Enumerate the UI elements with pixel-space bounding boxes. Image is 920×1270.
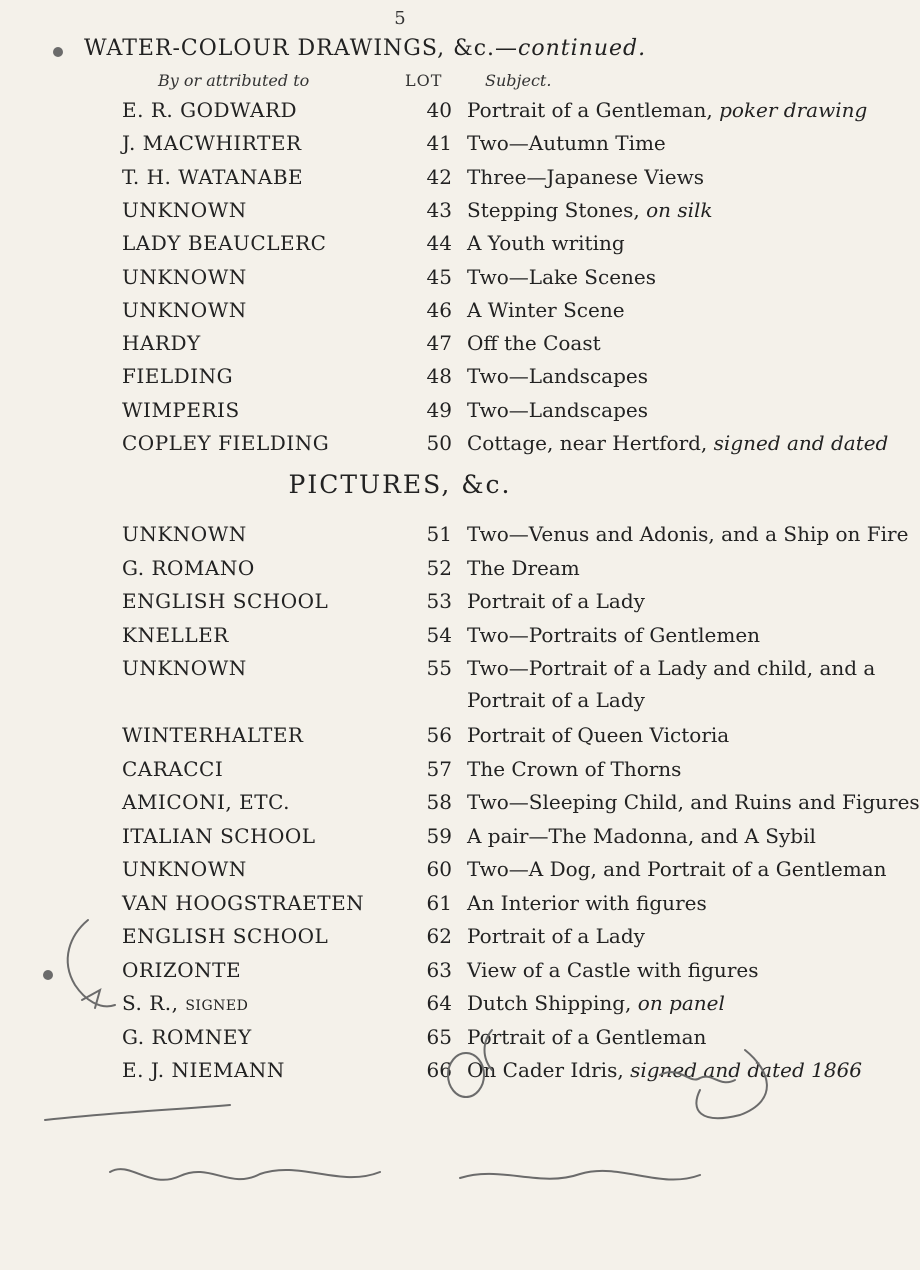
lot-artist: WIMPERIS	[122, 397, 240, 422]
lot-number: 44	[426, 231, 452, 256]
lot-number: 59	[426, 823, 452, 848]
lot-artist: ITALIAN SCHOOL	[122, 823, 316, 848]
page-number: 5	[394, 8, 406, 29]
lot-number: 66	[426, 1058, 452, 1082]
lot-subject-text: Portrait of a Gentleman,	[467, 98, 720, 122]
lot-number: 65	[426, 1024, 452, 1049]
lot-subject-text: Portrait of a Gentleman	[467, 1024, 707, 1049]
lot-number: 41	[426, 131, 452, 156]
lot-number: 52	[426, 555, 452, 580]
lot-subject-text: Dutch Shipping,	[467, 991, 638, 1015]
lot-subject-text: Off the Coast	[467, 331, 601, 356]
lot-subject-text: Two—Lake Scenes	[467, 264, 657, 289]
lot-artist: AMICONI, ETC.	[122, 790, 291, 814]
lot-subject-text: Three—Japanese Views	[467, 164, 705, 189]
lot-number: 45	[426, 264, 452, 289]
lot-artist: VAN HOOGSTRAETEN	[122, 890, 365, 915]
lot-number: 60	[426, 857, 452, 881]
lot-number: 48	[426, 364, 452, 389]
pencil-footer-scrawl	[110, 1169, 380, 1180]
lot-number: 62	[426, 924, 452, 948]
lot-number: 51	[426, 522, 452, 546]
lot-subject-text: Two—A Dog, and Portrait of a Gentleman	[467, 857, 887, 881]
lot-number: 42	[426, 164, 452, 189]
pencil-circle-lot-61	[448, 1053, 484, 1097]
lot-note: poker drawing	[719, 98, 868, 122]
pencil-dot	[43, 970, 53, 980]
pencil-dot	[53, 47, 63, 57]
lot-artist: T. H. WATANABE	[122, 164, 304, 189]
lot-note: on panel	[637, 991, 725, 1015]
lot-subject-text: Cottage, near Hertford,	[467, 431, 714, 455]
lot-number: 58	[426, 790, 452, 814]
lot-number: 57	[426, 756, 452, 781]
pencil-bracket-mark	[68, 920, 115, 1006]
lot-artist: KNELLER	[122, 622, 229, 647]
lot-number: 43	[426, 197, 452, 222]
lot-number: 40	[426, 98, 452, 122]
lot-artist: HARDY	[122, 331, 201, 356]
lot-artist: COPLEY FIELDING	[122, 431, 330, 455]
heading-continued: continued.	[518, 36, 647, 61]
lot-subject-text: Two—Sleeping Child, and Ruins and Figures	[467, 790, 920, 814]
lot-artist: G. ROMNEY	[122, 1024, 252, 1049]
column-header-artist: By or attributed to	[158, 71, 310, 90]
lot-subject-text: Two—Portraits of Gentlemen	[467, 622, 761, 647]
lot-artist: ENGLISH SCHOOL	[122, 924, 329, 948]
lot-number: 55	[426, 656, 452, 680]
lot-subject-text: The Crown of Thorns	[467, 756, 682, 781]
lot-subject-text: Portrait of Queen Victoria	[467, 723, 730, 747]
lot-number: 54	[426, 622, 452, 647]
lot-subject-text: Portrait of a Lady	[467, 589, 645, 613]
lot-number: 49	[426, 397, 452, 422]
lot-artist: ENGLISH SCHOOL	[122, 589, 329, 613]
lot-note: signed and dated	[713, 431, 889, 455]
lot-subject-text: Two—Venus and Adonis, and a Ship on Fire	[467, 522, 909, 546]
lot-artist: ORIZONTE	[122, 957, 242, 982]
lot-subject-text: Stepping Stones,	[467, 197, 647, 222]
lot-subject-text: A pair—The Madonna, and A Sybil	[467, 823, 816, 848]
lot-artist: LADY BEAUCLERC	[122, 231, 327, 256]
lot-artist: CARACCI	[122, 756, 224, 781]
lot-subject-text: Two—Landscapes	[467, 397, 648, 422]
lot-artist: UNKNOWN	[122, 522, 247, 546]
lot-number: 61	[426, 890, 452, 915]
lot-artist: UNKNOWN	[122, 656, 247, 680]
lot-subject-text: Portrait of a Lady	[467, 924, 645, 948]
lot-note: on silk	[646, 197, 713, 222]
lot-artist: E. R. GODWARD	[122, 98, 298, 122]
pencil-footer-scrawl-right	[460, 1171, 700, 1180]
lot-artist: E. J. NIEMANN	[122, 1058, 285, 1082]
pencil-bracket-lot-60	[485, 1030, 493, 1070]
lot-subject-text: A Winter Scene	[467, 297, 625, 322]
lot-artist: UNKNOWN	[122, 857, 247, 881]
lot-number: 63	[426, 957, 452, 982]
column-header-subject: Subject.	[485, 71, 552, 90]
lot-artist: UNKNOWN	[122, 197, 247, 222]
lot-number: 50	[426, 431, 452, 455]
lot-subject-text: View of a Castle with figures	[467, 957, 759, 982]
section-heading-pictures: PICTURES, &c.	[288, 470, 512, 499]
lot-number: 47	[426, 331, 452, 356]
lot-artist: FIELDING	[122, 364, 234, 389]
lot-subject-text: A Youth writing	[467, 231, 625, 256]
lot-number: 56	[426, 723, 452, 747]
lot-artist: J. MACWHIRTER	[122, 131, 302, 156]
lot-subject-text: The Dream	[467, 555, 580, 580]
heading-main: WATER-COLOUR DRAWINGS, &c.—	[84, 36, 519, 61]
lot-number: 64	[426, 991, 452, 1015]
lot-subject-text: On Cader Idris,	[467, 1058, 631, 1082]
lot-subject-text: Two—Portrait of a Lady and child, and a	[467, 656, 876, 680]
column-header-lot: LOT	[405, 71, 443, 90]
lot-subject-text: Two—Autumn Time	[467, 131, 666, 156]
pencil-price-mark	[660, 1072, 735, 1082]
pencil-underline-mark	[45, 1105, 230, 1120]
lot-artist: UNKNOWN	[122, 297, 247, 322]
pencil-scribble-mark	[696, 1050, 767, 1118]
lot-note: signed and dated 1866	[630, 1058, 863, 1082]
lot-artist: WINTERHALTER	[122, 723, 304, 747]
lot-subject-text: An Interior with figures	[467, 890, 707, 915]
lot-artist: G. ROMANO	[122, 555, 255, 580]
lot-subject-continuation: Portrait of a Lady	[467, 688, 645, 712]
lot-artist: UNKNOWN	[122, 264, 247, 289]
lot-number: 46	[426, 297, 452, 322]
lot-number: 53	[426, 589, 452, 613]
lot-artist: S. R., signed	[122, 991, 249, 1015]
lot-subject-text: Two—Landscapes	[467, 364, 648, 389]
